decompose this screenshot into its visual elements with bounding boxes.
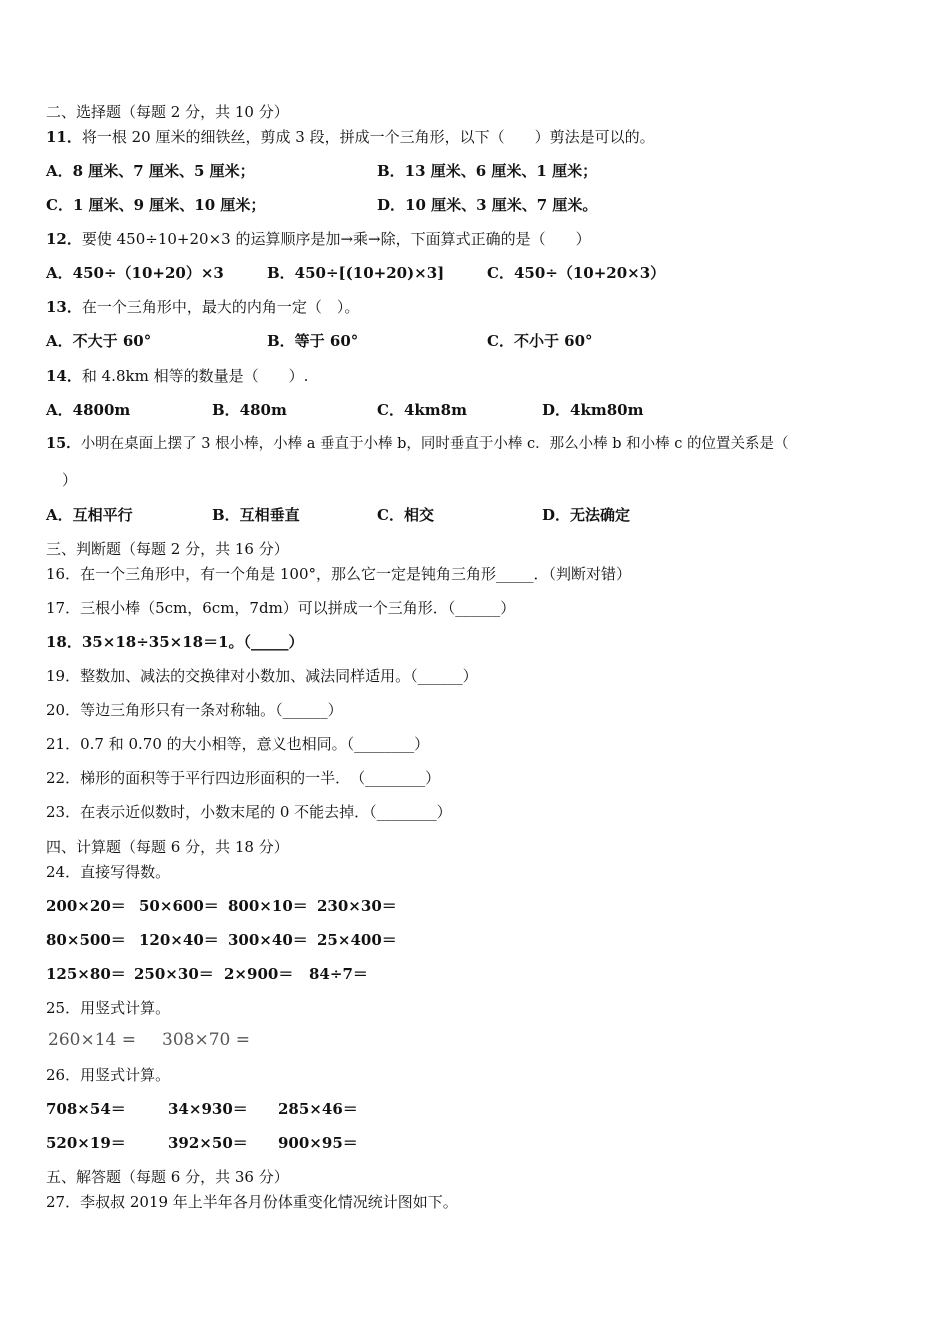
q13-option-a: A．不大于 60° <box>46 332 152 350</box>
q26-r1-c1: 708×54＝ <box>46 1100 126 1118</box>
question-23: 23．在表示近似数时，小数末尾的 0 不能去掉．（________） <box>46 803 452 821</box>
q12-text: 要使 450÷10+20×3 的运算顺序是加→乘→除，下面算式正确的是（ ） <box>81 230 591 248</box>
question-20: 20．等边三角形只有一条对称轴。（______） <box>46 701 343 719</box>
q24-r1-c4: 230×30＝ <box>317 897 397 915</box>
q13-option-c: C．不小于 60° <box>487 332 593 350</box>
q24-r2-c2: 120×40＝ <box>139 931 219 949</box>
q14-option-d: D．4km80m <box>542 401 644 419</box>
q11-option-d: D．10 厘米、3 厘米、7 厘米。 <box>377 196 598 214</box>
q11-option-c: C．1 厘米、9 厘米、10 厘米； <box>46 196 266 214</box>
q24-r2-c3: 300×40＝ <box>228 931 308 949</box>
q12-option-a: A．450÷（10+20）×3 <box>46 264 224 282</box>
question-17: 17．三根小棒（5cm，6cm，7dm）可以拼成一个三角形．（______） <box>46 599 516 617</box>
question-21: 21．0.7 和 0.70 的大小相等，意义也相同。（________） <box>46 735 430 753</box>
q13-option-b: B．等于 60° <box>267 332 359 350</box>
q15-option-c: C．相交 <box>377 506 434 524</box>
question-22: 22．梯形的面积等于平行四边形面积的一半． （________） <box>46 769 441 787</box>
question-26: 26．用竖式计算。 <box>46 1066 171 1084</box>
section-4-title: 四、计算题（每题 6 分，共 18 分） <box>46 838 289 856</box>
q11-text: 将一根 20 厘米的细铁丝，剪成 3 段，拼成一个三角形，以下（ ）剪法是可以的。 <box>81 128 655 146</box>
q26-r2-c1: 520×19＝ <box>46 1134 126 1152</box>
q14-option-a: A．4800m <box>46 401 131 419</box>
q12-option-b: B．450÷[(10+20)×3] <box>267 264 445 282</box>
q15-option-a: A．互相平行 <box>46 506 133 524</box>
q14-number: 14． <box>46 367 82 385</box>
question-12 <box>46 230 591 248</box>
q24-r3-c3: 2×900＝ <box>224 965 294 983</box>
section-3-title: 三、判断题（每题 2 分，共 16 分） <box>46 540 289 558</box>
q26-r1-c3: 285×46＝ <box>278 1100 358 1118</box>
question-19: 19．整数加、减法的交换律对小数加、减法同样适用。（______） <box>46 667 478 685</box>
q26-r2-c3: 900×95＝ <box>278 1134 358 1152</box>
q15-number: 15． <box>46 435 81 452</box>
q13-number: 13． <box>46 298 82 316</box>
q24-r1-c2: 50×600＝ <box>139 897 219 915</box>
q11-number: 11． <box>46 128 82 146</box>
q11-option-b: B．13 厘米、6 厘米、1 厘米； <box>377 162 598 180</box>
question-14 <box>46 367 308 385</box>
question-27: 27．李叔叔 2019 年上半年各月份体重变化情况统计图如下。 <box>46 1193 458 1211</box>
q12-number: 12． <box>46 230 82 248</box>
q24-r1-c3: 800×10＝ <box>228 897 308 915</box>
q13-text: 在一个三角形中，最大的内角一定（ ）。 <box>81 298 360 316</box>
question-18: 18．35×18÷35×18＝1。（_____） <box>46 633 304 651</box>
question-15 <box>46 435 788 453</box>
q24-r3-c2: 250×30＝ <box>134 965 214 983</box>
q25-item-1: 260×14 = <box>48 1030 136 1050</box>
q14-option-b: B．480m <box>212 401 287 419</box>
question-16: 16．在一个三角形中，有一个角是 100°，那么它一定是钝角三角形_____．（判断对错） <box>46 565 631 583</box>
q24-r1-c1: 200×20＝ <box>46 897 126 915</box>
q24-r2-c1: 80×500＝ <box>46 931 126 949</box>
q24-r2-c4: 25×400＝ <box>317 931 397 949</box>
q26-r1-c2: 34×930＝ <box>168 1100 248 1118</box>
q14-option-c: C．4km8m <box>377 401 467 419</box>
question-13 <box>46 298 359 316</box>
question-11 <box>46 128 655 146</box>
question-24: 24．直接写得数。 <box>46 863 171 881</box>
q14-text: 和 4.8km 相等的数量是（ ）. <box>81 367 309 385</box>
q15-option-d: D．无法确定 <box>542 506 631 524</box>
q15-option-b: B．互相垂直 <box>212 506 300 524</box>
section-2-title: 二、选择题（每题 2 分，共 10 分） <box>46 103 289 121</box>
q15-text: 小明在桌面上摆了 3 根小棒，小棒 a 垂直于小棒 b，同时垂直于小棒 c．那么小棒 b 和小棒 c 的位置关系是（ <box>80 436 789 452</box>
q11-option-a: A．8 厘米、7 厘米、5 厘米； <box>46 162 255 180</box>
q25-item-2: 308×70 = <box>162 1030 250 1050</box>
section-5-title: 五、解答题（每题 6 分，共 36 分） <box>46 1168 289 1186</box>
q24-r3-c4: 84÷7＝ <box>309 965 368 983</box>
q12-option-c: C．450÷（10+20×3） <box>487 264 666 282</box>
q24-r3-c1: 125×80＝ <box>46 965 126 983</box>
q15-text-continued: ） <box>62 471 78 489</box>
q26-r2-c2: 392×50＝ <box>168 1134 248 1152</box>
question-25: 25．用竖式计算。 <box>46 999 171 1017</box>
